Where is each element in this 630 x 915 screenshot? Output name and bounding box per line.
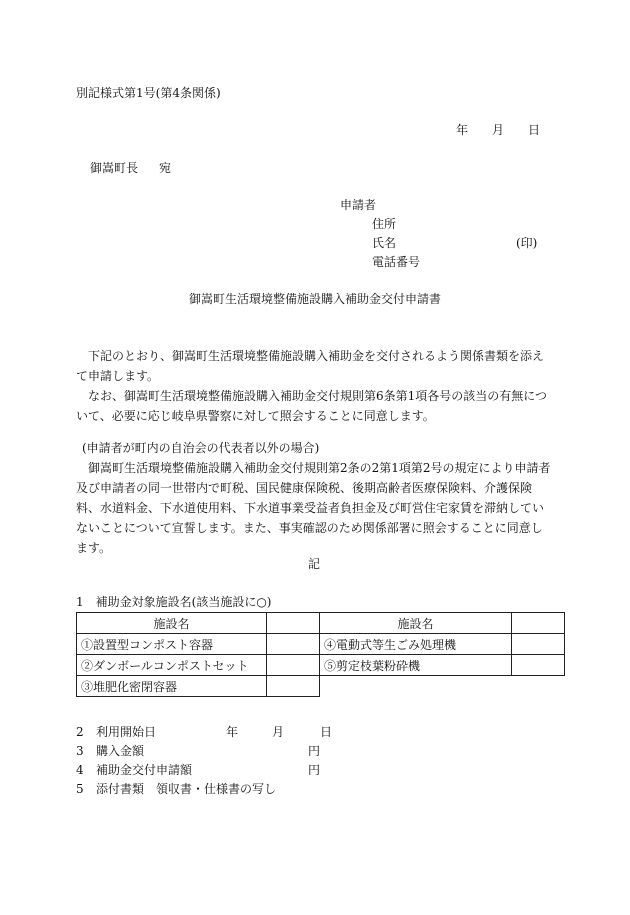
check-cell-header <box>512 613 565 634</box>
body-paragraph-3: 御嵩町生活環境整備施設購入補助金交付規則第2条の2第1項第2号の規定により申請者及び申請者の同一世帯内で町税、国民健康保険税、後期高齢者医療保険料、介護保険料、水道料金、下水道使用料、下水道事業受益者負担金及び町営住宅家賃を滞納していないことについて宣誓します。また、事実確認のため関係部署に照会することに同意します。 <box>76 461 551 555</box>
item5-number: 5 <box>76 782 84 796</box>
item2-number: 2 <box>76 725 84 739</box>
item4-unit: 円 <box>308 763 321 777</box>
check-cell[interactable] <box>512 634 565 655</box>
check-cell[interactable] <box>267 655 320 676</box>
table-header-row <box>77 613 565 634</box>
item2-year: 年 <box>226 725 239 739</box>
item3-number: 3 <box>76 744 84 758</box>
column-header-facility: 施設名 <box>320 613 512 634</box>
date-year-label: 年 <box>456 123 469 137</box>
document-title: 御嵩町生活環境整備施設購入補助金交付申請書 <box>188 292 441 306</box>
applicant-address-label: 住所 <box>372 217 397 231</box>
item5-content: 領収書・仕様書の写し <box>156 782 277 796</box>
item5-label: 添付書類 <box>96 782 145 796</box>
item3-label: 購入金額 <box>96 744 145 758</box>
item2-label: 利用開始日 <box>96 725 157 739</box>
addressee-name: 御嵩町長 <box>90 161 139 175</box>
addressee-suffix: 宛 <box>159 161 172 175</box>
item2-month: 月 <box>272 725 285 739</box>
body-paragraph-1: 下記のとおり、御嵩町生活環境整備施設購入補助金を交付されるよう関係書類を添えて申請します。 <box>76 349 545 383</box>
check-cell[interactable] <box>267 634 320 655</box>
item4-label: 補助金交付申請額 <box>96 763 193 777</box>
date-day-label: 日 <box>528 123 541 137</box>
facility-name: ②ダンボールコンポストセット <box>77 655 267 676</box>
check-cell[interactable] <box>267 676 320 697</box>
applicant-name-label: 氏名 <box>372 236 397 250</box>
column-header-facility: 施設名 <box>77 613 267 634</box>
table-row <box>77 634 565 655</box>
item3-unit: 円 <box>308 744 321 758</box>
body-paragraph-2: なお、御嵩町生活環境整備施設購入補助金交付規則第6条第1項各号の該当の有無について、必要に応じ岐阜県警察に対して照会することに同意します。 <box>76 389 548 423</box>
facility-name: ④電動式等生ごみ処理機 <box>320 634 512 655</box>
check-cell-header <box>267 613 320 634</box>
facility-name: ⑤剪定枝葉粉砕機 <box>320 655 512 676</box>
applicant-phone-label: 電話番号 <box>372 255 421 269</box>
check-cell[interactable] <box>512 655 565 676</box>
applicant-heading: 申請者 <box>340 198 377 212</box>
non-representative-note: (申請者が町内の自治会の代表者以外の場合) <box>82 441 320 455</box>
table-row <box>77 655 565 676</box>
facility-name: ①設置型コンポスト容器 <box>77 634 267 655</box>
ki-marker: 記 <box>308 557 321 571</box>
form-number: 別記様式第1号(第4条関係) <box>76 86 221 100</box>
item4-number: 4 <box>76 763 84 777</box>
date-month-label: 月 <box>492 123 505 137</box>
facility-name: ③堆肥化密閉容器 <box>77 676 267 697</box>
seal-mark: (印) <box>516 236 538 250</box>
table-row <box>77 676 565 697</box>
facility-table <box>76 612 565 697</box>
item1-heading: 1 補助金対象施設名(該当施設に○) <box>76 595 272 609</box>
item2-day: 日 <box>320 725 333 739</box>
